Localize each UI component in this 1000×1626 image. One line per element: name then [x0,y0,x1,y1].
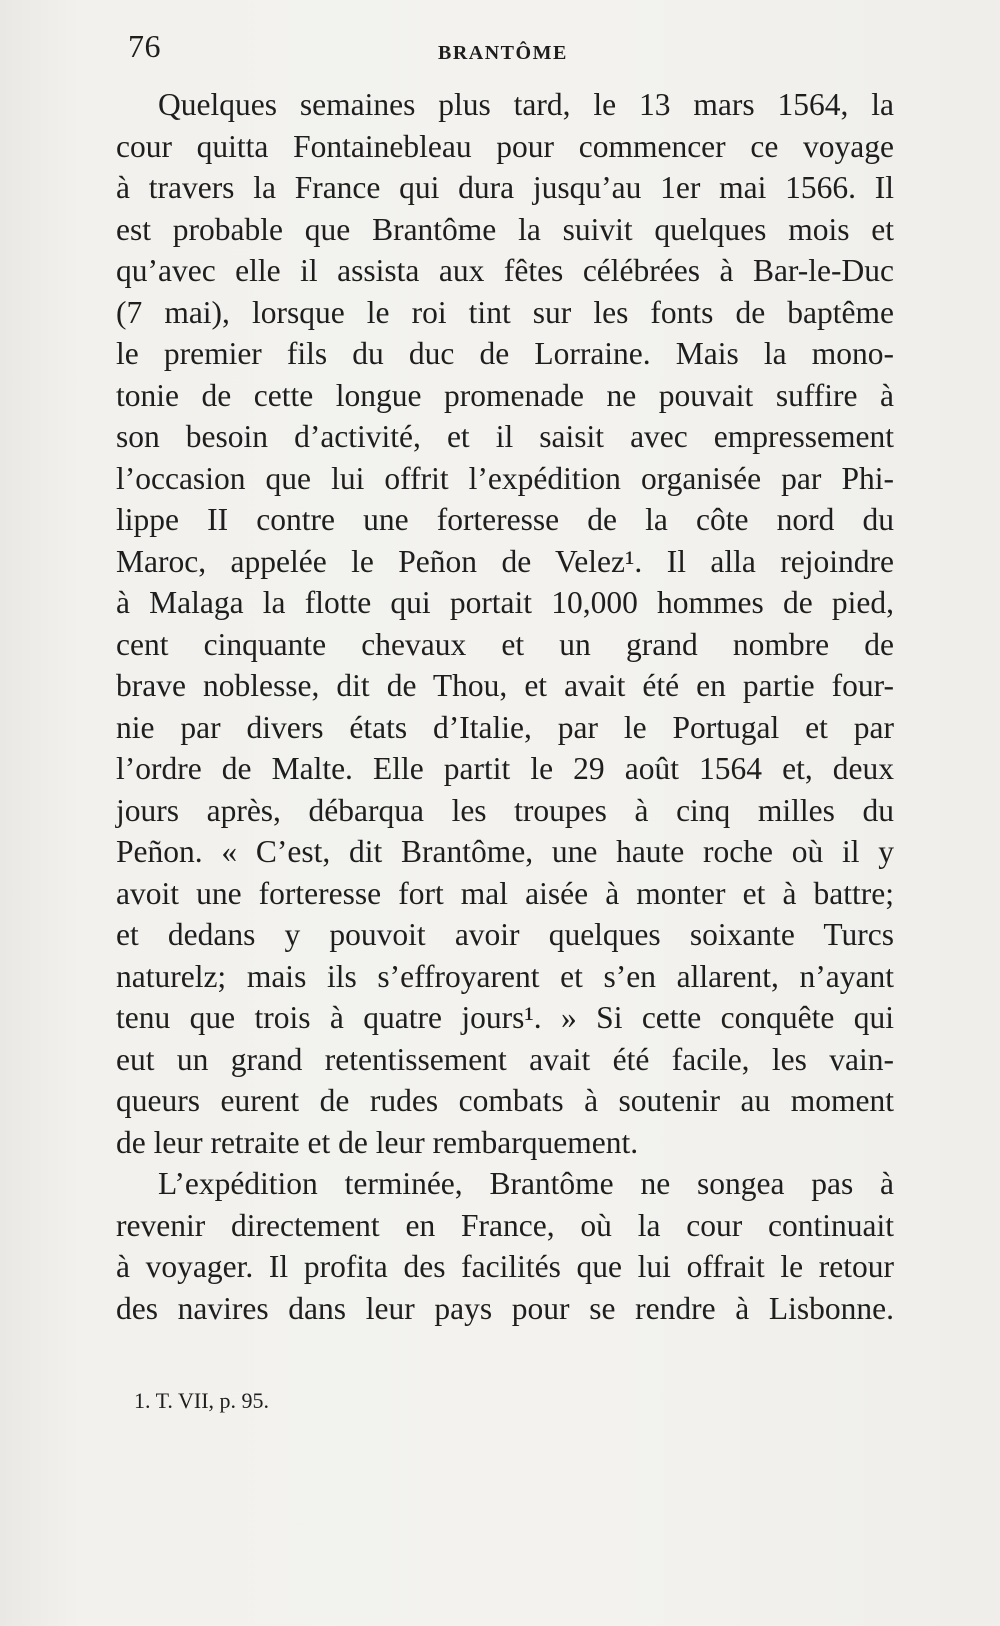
running-title: BRANTÔME [438,42,568,64]
text-line: cent cinquante chevaux et un grand nombre de [116,626,894,662]
text-line: avoit une forteresse fort mal aisée à monter et à battre; [116,875,894,911]
text-line: eut un grand retentissement avait été facile, les vain- [116,1041,894,1077]
text-line: queurs eurent de rudes combats à soutenir au moment [116,1083,894,1118]
text-line: tenu que trois à quatre jours¹. » Si cette conquête qui [116,1000,894,1035]
text-line: à voyager. Il profita des facilités que lui offrait le retour [116,1249,894,1284]
text-line: l’occasion que lui offrit l’expédition organisée par Phi- [116,460,894,496]
text-line: le premier fils du duc de Lorraine. Mais la mono- [116,336,894,371]
text-line: Maroc, appelée le Peñon de Velez¹. Il alla rejoindre [116,543,894,579]
text-line: tonie de cette longue promenade ne pouvait suffire à [116,377,894,413]
text-line: (7 mai), lorsque le roi tint sur les fonts de baptême [116,294,894,330]
text-line: naturelz; mais ils s’effroyarent et s’en allarent, n’ayant [116,958,894,994]
text-line: nie par divers états d’Italie, par le Portugal et par [116,709,894,745]
text-line: L’expédition terminée, Brantôme ne songea pas à [158,1166,894,1201]
text-line: à Malaga la flotte qui portait 10,000 hommes de pied, [116,585,894,620]
text-line: des navires dans leur pays pour se rendre à Lisbonne. [116,1290,894,1326]
text-line: de leur retraite et de leur rembarquement. [116,1124,639,1160]
text-line: lippe II contre une forteresse de la côte nord du [116,502,894,537]
footnotes [134,1386,874,1416]
text-line: jours après, débarqua les troupes à cinq milles du [116,792,894,828]
text-line: l’ordre de Malte. Elle partit le 29 août 1564 et, deux [116,751,894,786]
text-line: qu’avec elle il assista aux fêtes célébrées à Bar-le-Duc [116,253,894,288]
page-number: 76 [128,28,161,64]
text-line: à travers la France qui dura jusqu’au 1er mai 1566. Il [116,170,894,205]
text-line: cour quitta Fontainebleau pour commencer ce voyage [116,128,894,164]
text-line: est probable que Brantôme la suivit quelques mois et [116,211,894,247]
body-text [116,84,894,1329]
footnote: 1. T. VII, p. 95. [134,1388,270,1413]
text-line: revenir directement en France, où la cour continuait [116,1207,894,1243]
text-line: et dedans y pouvoit avoir quelques soixante Turcs [116,917,894,952]
text-line: brave noblesse, dit de Thou, et avait été en partie four- [116,668,894,703]
text-line: Quelques semaines plus tard, le 13 mars 1564, la [158,87,894,122]
text-line: Peñon. « C’est, dit Brantôme, une haute roche où il y [116,834,894,869]
text-line: son besoin d’activité, et il saisit avec empressement [116,419,894,454]
page-header [128,28,888,72]
